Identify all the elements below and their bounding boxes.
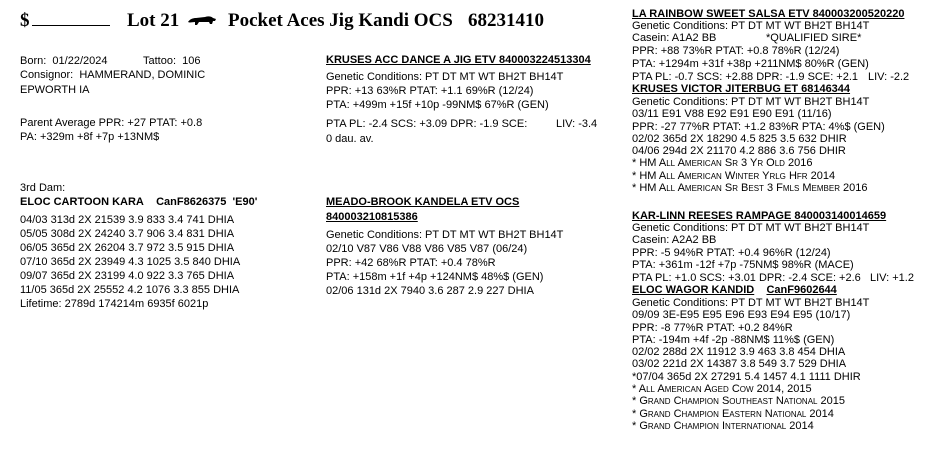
honor-item: * HM All American Winter Yrlg Hfr 2014 <box>632 169 836 182</box>
third-dam-name-row <box>20 196 257 209</box>
parent-average-ppr: Parent Average PPR: +27 PTAT: +0.8 <box>20 117 203 129</box>
sire-of-sire-gc: Genetic Conditions: PT DT MT WT BH2T BH14T <box>632 20 870 32</box>
tattoo-info: Tattoo: 106 <box>143 55 201 67</box>
record-row: *07/04 365d 2X 27291 5.4 1457 4.1 1111 DHIR <box>632 370 861 383</box>
sire-info: Genetic Conditions: PT DT MT WT BH2T BH14T PPR: +13 63%R PTAT: +1.1 69%R (12/24) PTA: +499m +15f +10p -99NM$ 67%R (GEN) <box>326 71 564 111</box>
sire-of-dam-liv: LIV: +1.2 <box>870 272 914 284</box>
honor-item: * Grand Champion Southeast National 2015 <box>632 395 846 408</box>
honor-item: * All American Aged Cow 2014, 2015 <box>632 383 812 396</box>
record-row: 02/02 288d 2X 11912 3.9 463 3.8 454 DHIA <box>632 346 846 359</box>
born-date: 01/22/2024 <box>52 55 108 67</box>
third-dam-label: 3rd Dam: <box>20 182 66 194</box>
sire-of-sire-ppr: PPR: +88 73%R PTAT: +0.8 78%R (12/24) <box>632 45 840 57</box>
record-row: 11/05 365d 2X 25552 4.2 1076 3.3 855 DHIA <box>20 284 240 296</box>
honor-item: * Grand Champion International 2014 <box>632 419 814 432</box>
third-dam-reg: CanF8626375 <box>156 196 227 208</box>
price-blank <box>32 11 110 26</box>
sire-name: KRUSES ACC DANCE A JIG ETV 840003224513304 <box>326 54 591 66</box>
tattoo-number: 106 <box>182 55 201 67</box>
record-row: 06/05 365d 2X 26204 3.7 972 3.5 915 DHIA <box>20 242 235 254</box>
dam-of-sire-name: KRUSES VICTOR JITERBUG ET 68146344 <box>632 83 851 95</box>
price-symbol: $ <box>20 10 30 31</box>
consignor-info: Consignor: HAMMERAND, DOMINIC <box>20 69 206 81</box>
dam-of-dam-reg: CanF9602644 <box>766 284 837 296</box>
sire-of-sire-casein: Casein: A1A2 BB <box>632 32 717 44</box>
sire-daughters: 0 dau. av. <box>326 133 374 145</box>
record-row: 04/03 313d 2X 21539 3.9 833 3.4 741 DHIA <box>20 214 235 226</box>
dam-of-dam-info: Genetic Conditions: PT DT MT WT BH2T BH14T 09/09 3E-E95 E95 E96 E93 E94 E95 (10/17) PPR: -8 77%R PTAT: +0.2 84%R PTA: -194m +4f -2p -88NM$ 11%$ (GEN) 02/02 288d 2X 11912 3.9 463 3.8 454 DHIA 03/02 221d 2X 14387 3.8 549 3.7 529 DHIA *07/04 365d 2X 27291 5.4 1457 4.1 1111 DHIR * All American Aged Cow 2014, 2015 * Grand Champion Southeast National 2015 * Grand Champion Eastern National 2014 * Grand Champion International 2014 <box>632 297 870 432</box>
sire-of-dam-name: KAR-LINN REESES RAMPAGE 840003140014659 <box>632 210 887 222</box>
cow-silhouette-icon <box>187 13 217 32</box>
registration-number: 68231410 <box>468 10 544 31</box>
sire-of-dam-info: Genetic Conditions: PT DT MT WT BH2T BH14T Casein: A2A2 BB PPR: -5 94%R PTAT: +0.4 96%R (12/24) PTA: +361m -12f +7p -75NM$ 98%R (MACE) <box>632 222 870 271</box>
record-row: 09/07 365d 2X 23199 4.0 922 3.3 765 DHIA <box>20 270 235 282</box>
parent-average-pa: PA: +329m +8f +7p +13NM$ <box>20 131 160 143</box>
honor-item: * HM All American Sr 3 Yr Old 2016 <box>632 157 813 170</box>
consignor-location: EPWORTH IA <box>20 84 90 96</box>
dam-info: Genetic Conditions: PT DT MT WT BH2T BH14T 02/10 V87 V86 V88 V86 V85 V87 (06/24) PPR: +42 68%R PTAT: +0.4 78%R PTA: +158m +1f +4p +124NM$ 48%$ (GEN) 02/06 131d 2X 7940 3.6 287 2.9 227 DHIA <box>326 229 564 297</box>
sire-of-sire-name: LA RAINBOW SWEET SALSA ETV 840003200520220 <box>632 8 905 20</box>
third-dam-score: 'E90' <box>232 196 258 208</box>
animal-name: Pocket Aces Jig Kandi OCS <box>228 10 453 31</box>
sire-of-dam-pl: PTA PL: +1.0 SCS: +3.01 DPR: -2.4 SCE: +2.6 <box>632 272 861 284</box>
qualified-sire-note: *QUALIFIED SIRE* <box>766 32 862 44</box>
dam-of-dam-name-row <box>632 284 837 297</box>
dam-of-dam-name: ELOC WAGOR KANDID <box>632 284 755 296</box>
third-dam-lifetime: Lifetime: 2789d 174214m 6935f 6021p <box>20 298 209 310</box>
third-dam-name: ELOC CARTOON KARA <box>20 196 144 208</box>
lot-number: Lot 21 <box>127 10 180 31</box>
sire-of-sire-pl: PTA PL: -0.7 SCS: +2.88 DPR: -1.9 SCE: +2.1 <box>632 71 859 83</box>
third-dam-records <box>20 213 320 311</box>
dam-name-line2: 840003210815386 <box>326 211 418 223</box>
honor-item: * Grand Champion Eastern National 2014 <box>632 407 834 420</box>
dam-name-line1: MEADO-BROOK KANDELA ETV OCS <box>326 196 520 208</box>
consignor-name: HAMMERAND, DOMINIC <box>79 69 206 81</box>
sire-of-sire-pta: PTA: +1294m +31f +38p +211NM$ 80%R (GEN) <box>632 58 869 70</box>
sire-liv: LIV: -3.4 <box>556 118 598 130</box>
honor-item: * HM All American Sr Best 3 Fmls Member 2016 <box>632 182 868 195</box>
sire-of-sire-liv: LIV: -2.2 <box>868 71 910 83</box>
record-row: 05/05 308d 2X 24240 3.7 906 3.4 831 DHIA <box>20 228 235 240</box>
header-bar <box>20 10 110 32</box>
record-row: 03/02 221d 2X 14387 3.8 549 3.7 529 DHIA <box>632 358 847 371</box>
record-row: 07/10 365d 2X 23949 4.3 1025 3.5 840 DHIA <box>20 256 241 268</box>
born-info: Born: 01/22/2024 <box>20 55 108 67</box>
dam-of-sire-info: Genetic Conditions: PT DT MT WT BH2T BH14T 03/11 E91 V88 E92 E91 E90 E91 (11/16) PPR: -27 77%R PTAT: +1.2 83%R PTA: 4%$ (GEN) 02/02 365d 2X 18290 4.5 825 3.5 632 DHIR 04/06 294d 2X 21170 4.2 886 3.6 756 DHIR * HM All American Sr 3 Yr Old 2016 * HM All American Winter Yrlg Hfr 2014 * HM All American Sr Best 3 Fmls Member 2016 <box>632 96 885 195</box>
sire-pta-pl: PTA PL: -2.4 SCS: +3.09 DPR: -1.9 SCE: <box>326 118 528 130</box>
